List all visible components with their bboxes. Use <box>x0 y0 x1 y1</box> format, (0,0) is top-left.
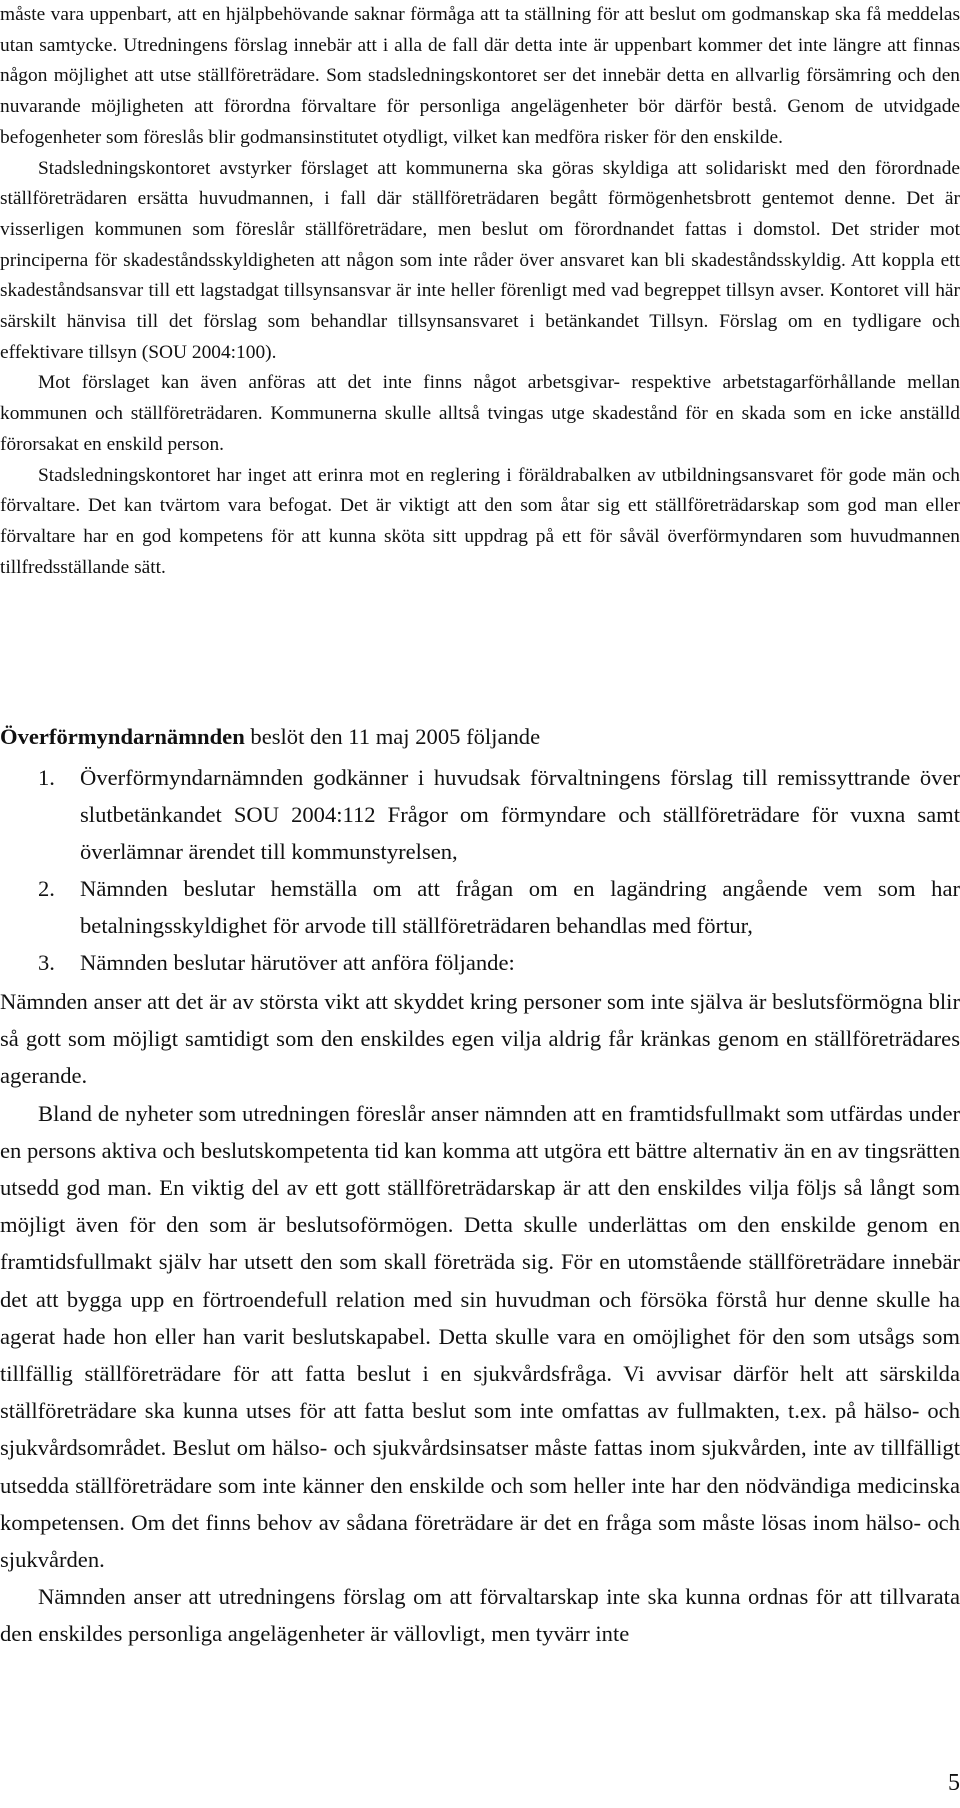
paragraph: Stadsledningskontoret avstyrker förslaget att kommunerna ska göras skyldiga att solidariskt med den förordnade ställföreträdaren ersätta huvudmannen, i fall där ställföreträdaren begått förmögenhetsbrott gentemot denne. Det är visserligen kommunen som föreslår ställföreträdare, men beslut om förordnandet fattas i domstol. Det strider mot principerna för skadeståndsskyldigheten att någon som inte råder över ansvaret kan bli skadeståndsskyldig. Att koppla ett skadeståndsansvar till ett lagstadgat tillsynsansvar är inte heller förenligt med vad begreppet tillsyn avser. Kontoret vill här särskilt hänvisa till det förslag som behandlar tillsynsansvaret i betänkandet Tillsyn. Förslag om en tydligare och effektivare tillsyn (SOU 2004:100). <box>0 157 960 363</box>
paragraph: Nämnden anser att det är av största vikt att skyddet kring personer som inte själva är beslutsförmögna blir så gott som möjligt samtidigt som den enskildes egen vilja aldrig får kränkas genom en ställföreträdares agerande. <box>0 989 960 1089</box>
decision-heading-text: beslöt den 11 maj 2005 följande <box>244 724 541 749</box>
decision-item <box>0 870 960 944</box>
paragraph: måste vara uppenbart, att en hjälpbehövande saknar förmåga att ta ställning för att beslut om godmanskap ska få meddelas utan samtycke. Utredningens förslag innebär att i alla de fall där detta inte är uppenbart kommer det inte längre att finnas någon möjlighet att utse ställföreträdare. Som stadsledningskontoret ser det innebär detta en allvarlig försämring och den nuvarande möjligheten att förordna förvaltare för personliga angelägenheter bör därför bestå. Genom de utvidgade befogenheter som föreslås blir godmansinstitutet otydligt, vilket kan medföra risker för den enskilde. <box>0 4 960 148</box>
committee-name: Överförmyndarnämnden <box>0 724 245 749</box>
item-number: 2. <box>38 876 55 901</box>
upper-text-block <box>0 0 960 583</box>
item-text: Nämnden beslutar härutöver att anföra följande: <box>80 950 515 975</box>
decision-section <box>0 718 960 981</box>
decision-list <box>0 759 960 981</box>
decision-heading <box>0 718 960 755</box>
item-text: Nämnden beslutar hemställa om att frågan om en lagändring angående vem som har betalningsskyldighet för arvode till ställföreträdaren behandlas med förtur, <box>80 876 960 938</box>
paragraph: Stadsledningskontoret har inget att erinra mot en reglering i föräldrabalken av utbildningsansvaret för gode män och förvaltare. Det kan tvärtom vara befogat. Det är viktigt att den som åtar sig ett ställföreträdarskap som god man eller förvaltare har en god kompetens för att kunna sköta sitt uppdrag på ett för såväl överförmyndaren som huvudmannen tillfredsställande sätt. <box>0 464 960 578</box>
paragraph: Mot förslaget kan även anföras att det inte finns något arbetsgivar- respektive arbetstagarförhållande mellan kommunen och ställföreträdaren. Kommunerna skulle alltså tvingas utge skadestånd för en skada som en icke anställd förorsakat en enskild person. <box>0 372 960 455</box>
lower-text-block <box>0 983 960 1653</box>
item-number: 3. <box>38 950 55 975</box>
page-number: 5 <box>948 1770 960 1796</box>
item-text: Överförmyndarnämnden godkänner i huvudsak förvaltningens förslag till remissyttrande över slutbetänkandet SOU 2004:112 Frågor om förmyndare och ställföreträdare för vuxna samt överlämnar ärendet till kommunstyrelsen, <box>80 765 960 864</box>
decision-item <box>0 759 960 870</box>
item-number: 1. <box>38 765 55 790</box>
paragraph: Nämnden anser att utredningens förslag om att förvaltarskap inte ska kunna ordnas för att tillvarata den enskildes personliga angelägenheter är vällovligt, men tyvärr inte <box>0 1584 960 1647</box>
decision-item <box>0 944 960 981</box>
paragraph: Bland de nyheter som utredningen föreslår anser nämnden att en framtidsfullmakt som utfärdas under en persons aktiva och beslutskompetenta tid kan komma att utgöra ett bättre alternativ än en av tingsrätten utsedd god man. En viktig del av ett gott ställföreträdarskap är att den enskildes vilja följs så långt som möjligt även för den som är beslutsoförmögen. Detta skulle underlättas om den enskilde genom en framtidsfullmakt själv har utsett den som skall företräda sig. För en utomstående ställföreträdare innebär det att bygga upp en förtroendefull relation med sin huvudman och försöka förstå hur denne skulle ha agerat hade hon eller han varit beslutskapabel. Detta skulle vara en omöjlighet för den som utsågs som tillfällig ställföreträdare för att fatta beslut i en sjukvårdsfråga. Vi avvisar därför helt att särskilda ställföreträdare ska kunna utses för att fatta beslut som inte omfattas av fullmakten, t.ex. på hälso- och sjukvårdsområdet. Beslut om hälso- och sjukvårdsinsatser måste fattas inom sjukvården, inte av tillfälligt utsedda ställföreträdare som inte känner den enskilde och som heller inte har den nödvändiga medicinska kompetensen. Om det finns behov av sådana företrädare är det en fråga som måste lösas inom hälso- och sjukvården. <box>0 1100 960 1573</box>
